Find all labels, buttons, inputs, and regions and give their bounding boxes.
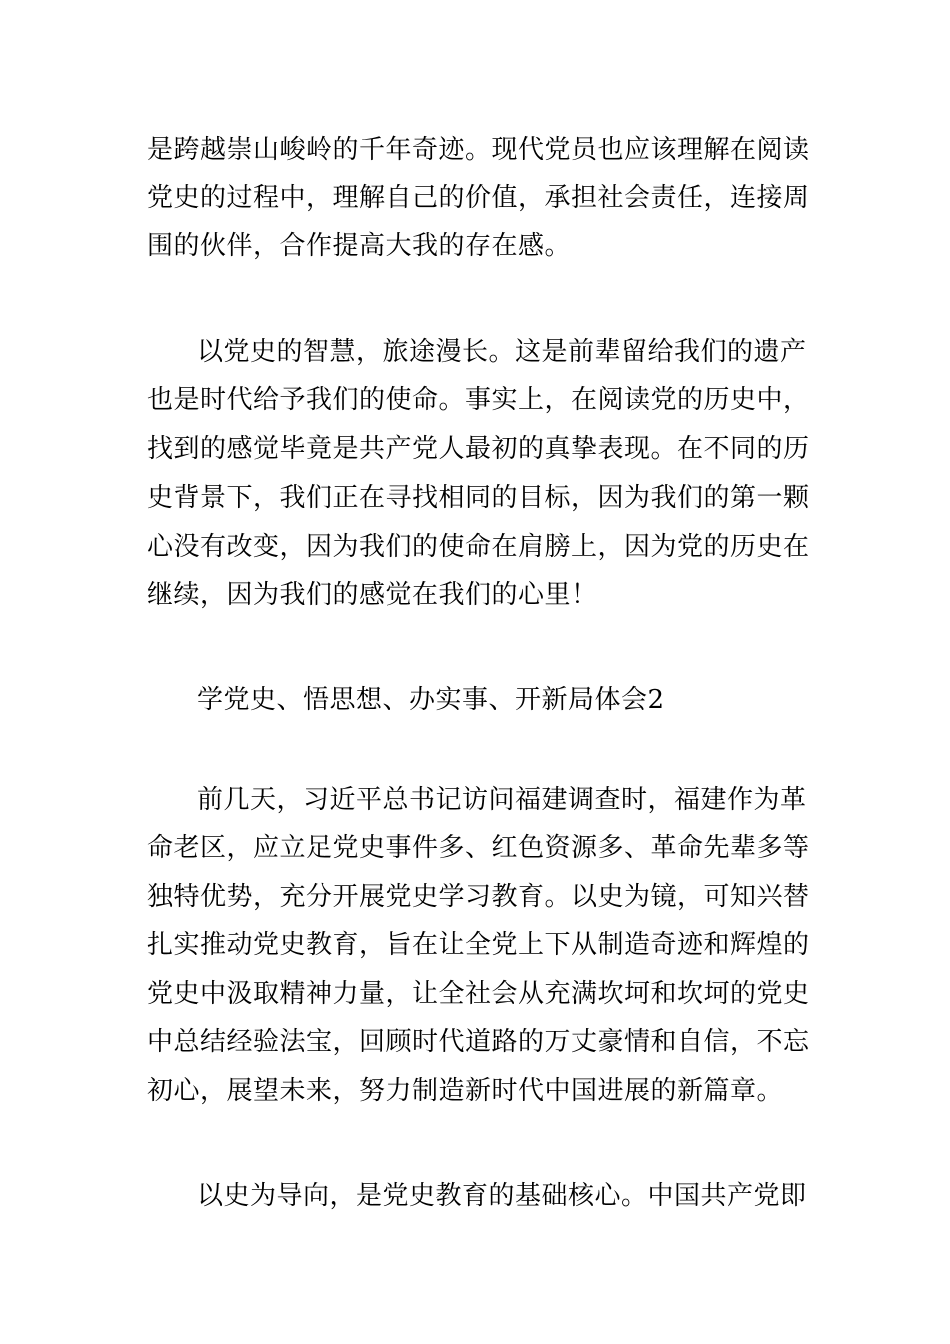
paragraph-2-line-6: 继续，因为我们的感觉在我们的心里！ bbox=[147, 580, 598, 610]
paragraph-2-line-3: 找到的感觉毕竟是共产党人最初的真挚表现。在不同的历 bbox=[147, 434, 810, 464]
paragraph-2-line-1: 以党史的智慧，旅途漫长。这是前辈留给我们的遗产 bbox=[197, 337, 807, 367]
paragraph-3-line-3: 独特优势，充分开展党史学习教育。以史为镜，可知兴替 bbox=[147, 882, 810, 912]
paragraph-3-line-7: 初心，展望未来，努力制造新时代中国进展的新篇章。 bbox=[147, 1076, 784, 1106]
paragraph-3-line-6: 中总结经验法宝，回顾时代道路的万丈豪情和自信，不忘 bbox=[147, 1027, 810, 1057]
paragraph-3-line-4: 扎实推动党史教育，旨在让全党上下从制造奇迹和辉煌的 bbox=[147, 930, 810, 960]
paragraph-2-line-5: 心没有改变，因为我们的使命在肩膀上，因为党的历史在 bbox=[147, 532, 810, 562]
paragraph-1-line-3: 围的伙伴，合作提高大我的存在感。 bbox=[147, 231, 572, 261]
section-heading: 学党史、悟思想、办实事、开新局体会2 bbox=[197, 685, 665, 715]
paragraph-1-line-1: 是跨越崇山峻岭的千年奇迹。现代党员也应该理解在阅读 bbox=[147, 135, 810, 165]
paragraph-3-line-5: 党史中汲取精神力量，让全社会从充满坎坷和坎坷的党史 bbox=[147, 979, 810, 1009]
paragraph-4-line-1: 以史为导向，是党史教育的基础核心。中国共产党即 bbox=[197, 1181, 807, 1211]
paragraph-2-line-2: 也是时代给予我们的使命。事实上，在阅读党的历史中， bbox=[147, 385, 810, 415]
paragraph-3-line-2: 命老区，应立足党史事件多、红色资源多、革命先辈多等 bbox=[147, 833, 810, 863]
paragraph-3-line-1: 前几天，习近平总书记访问福建调查时，福建作为革 bbox=[197, 785, 807, 815]
paragraph-1-line-2: 党史的过程中，理解自己的价值，承担社会责任，连接周 bbox=[147, 183, 810, 213]
paragraph-2-line-4: 史背景下，我们正在寻找相同的目标，因为我们的第一颗 bbox=[147, 483, 810, 513]
